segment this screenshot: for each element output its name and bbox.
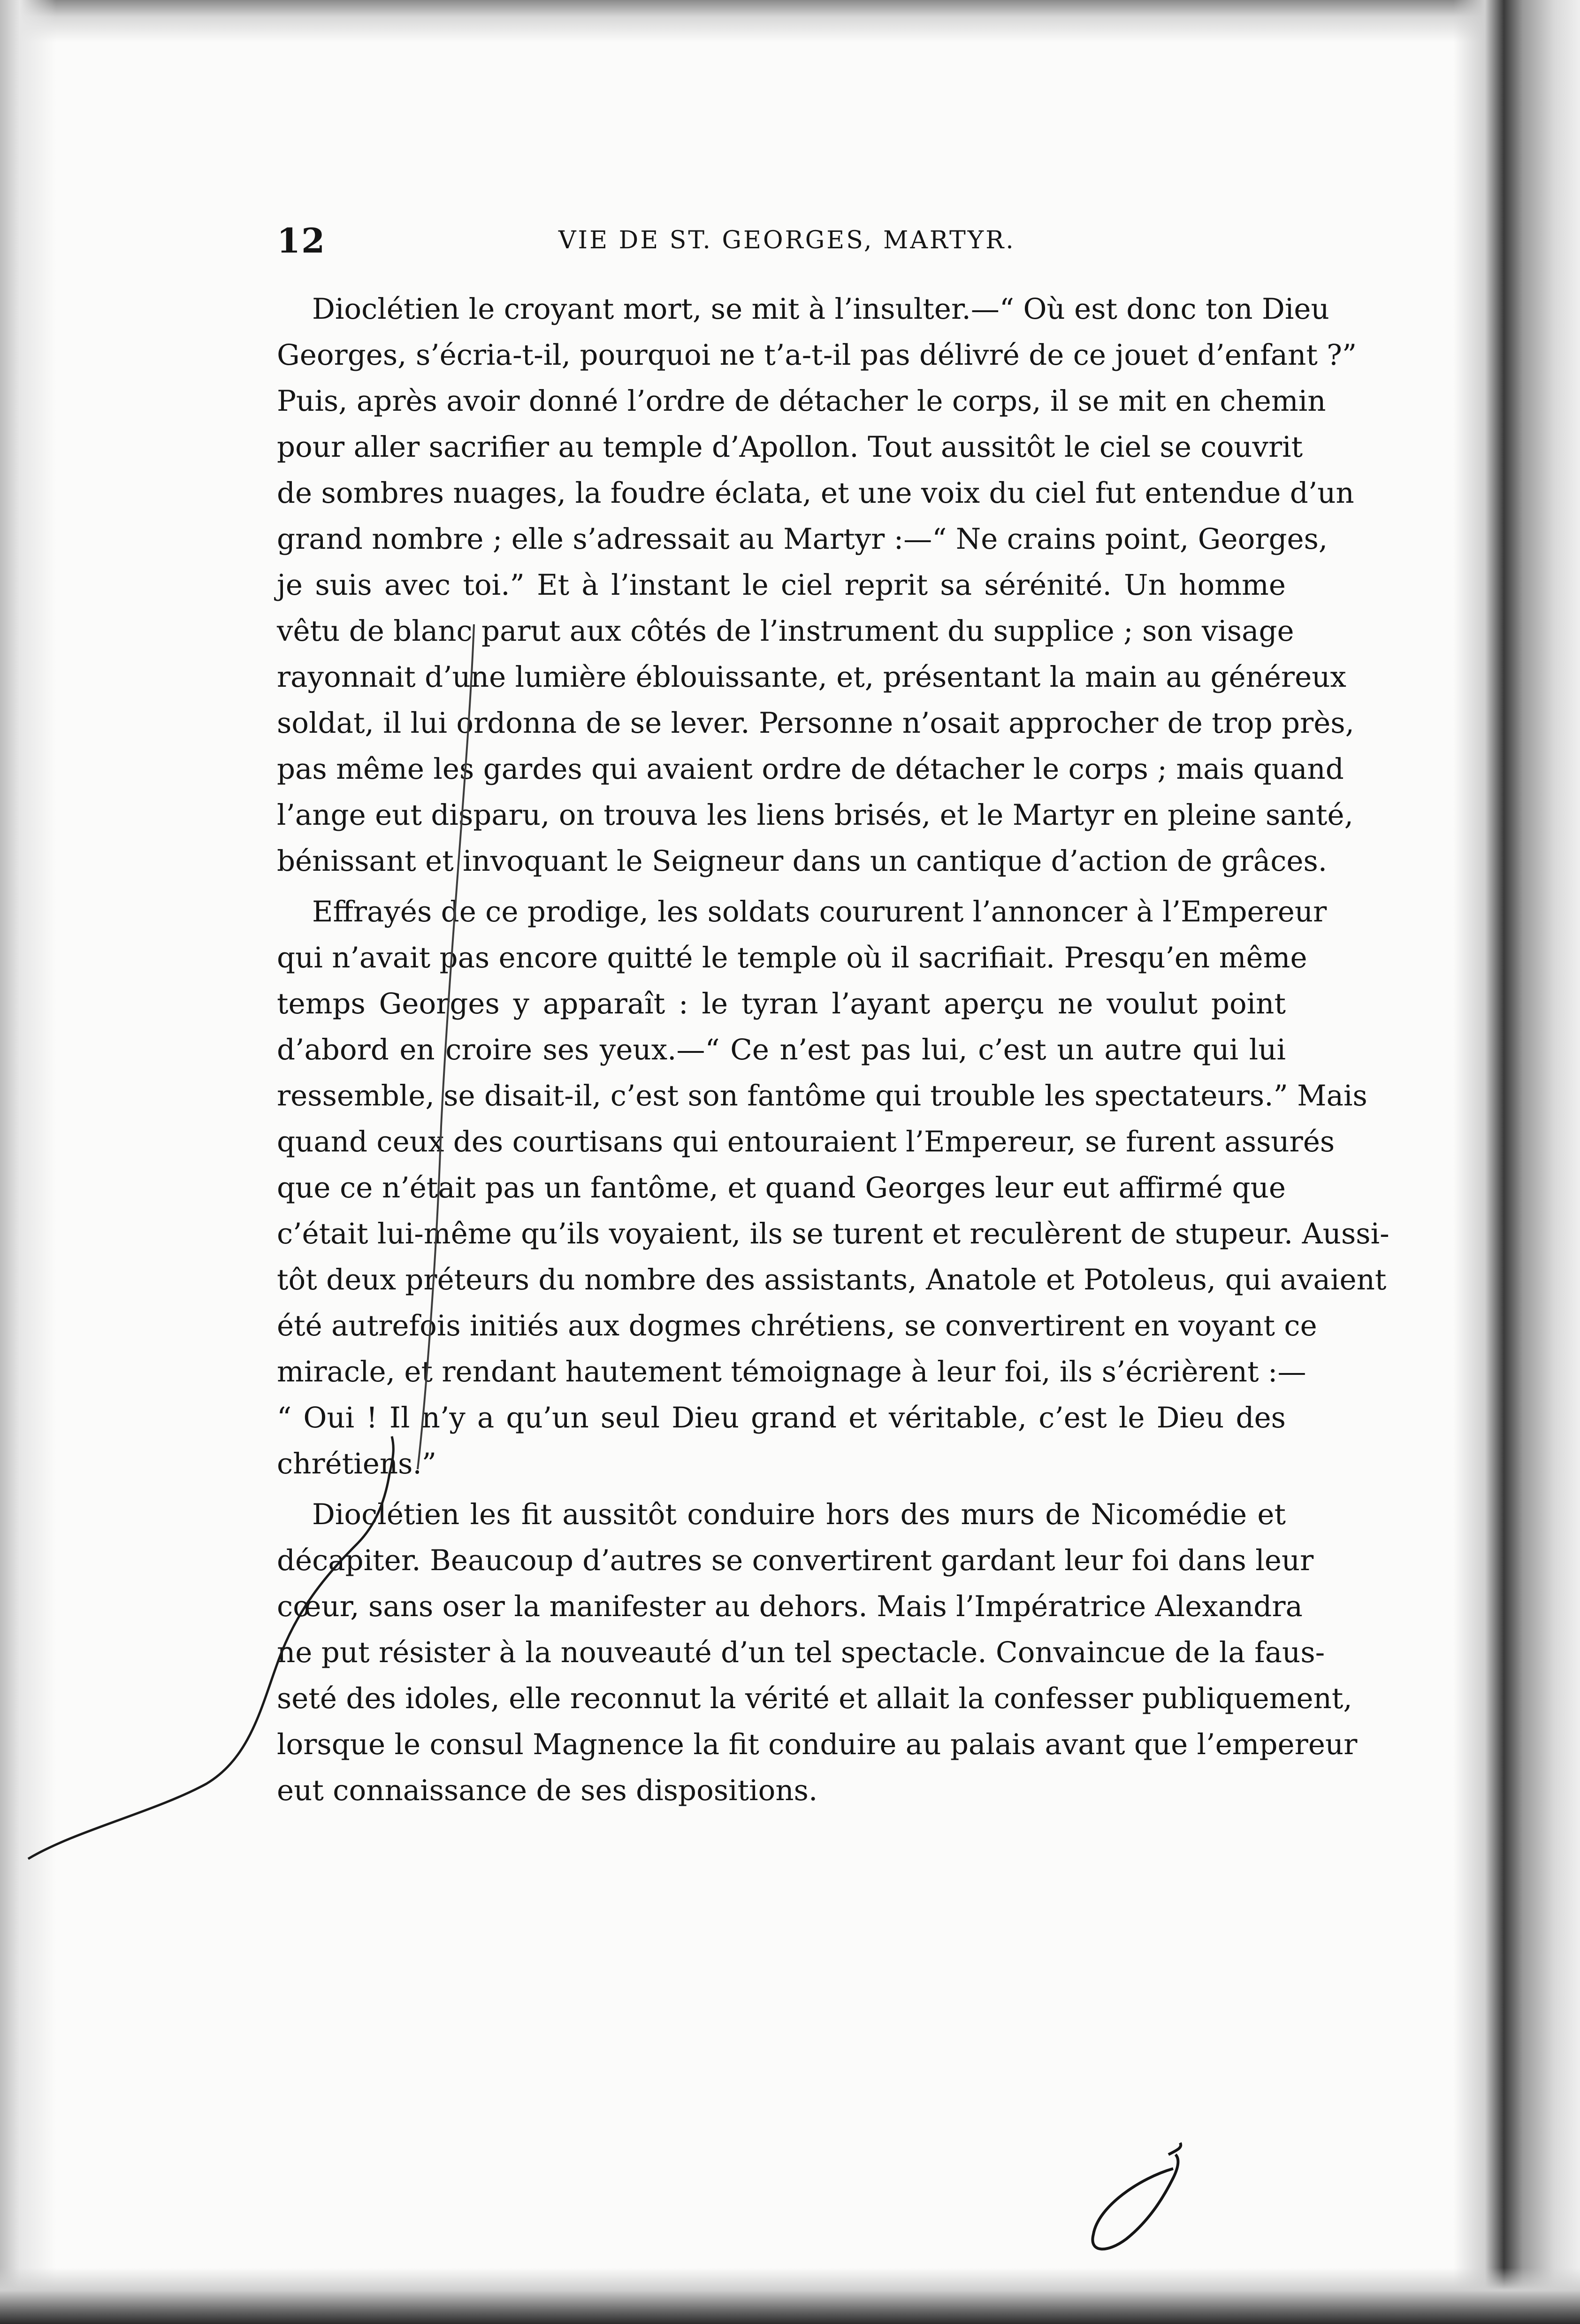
text-line: d’abord en croire ses yeux.—“ Ce n’est pas lui, c’est un autre qui lui — [277, 1033, 1286, 1066]
text-line: tôt deux préteurs du nombre des assistants, Anatole et Potoleus, qui avaient — [277, 1263, 1387, 1296]
scan-edge-top — [0, 0, 1580, 42]
text-line: cœur, sans oser la manifester au dehors. Mais l’Impératrice Alexandra — [277, 1590, 1303, 1623]
text-line: soldat, il lui ordonna de se lever. Personne n’osait approcher de trop près, — [277, 706, 1355, 740]
running-head — [277, 221, 1286, 263]
pen-loop-bottom — [1092, 2155, 1178, 2249]
scan-edge-right — [1453, 0, 1580, 2324]
text-line: temps Georges y apparaît : le tyran l’ayant aperçu ne voulut point — [277, 987, 1286, 1020]
text-line: Puis, après avoir donné l’ordre de détacher le corps, il se mit en chemin — [277, 384, 1326, 418]
text-line: décapiter. Beaucoup d’autres se convertirent gardant leur foi dans leur — [277, 1544, 1314, 1577]
text-line: rayonnait d’une lumière éblouissante, et, présentant la main au généreux — [277, 660, 1346, 694]
scan-edge-bottom — [0, 2268, 1580, 2324]
text-line: l’ange eut disparu, on trouva les liens brisés, et le Martyr en pleine santé, — [277, 798, 1353, 832]
text-line: de sombres nuages, la foudre éclata, et une voix du ciel fut entendue d’un — [277, 476, 1354, 510]
text-line: eut connaissance de ses dispositions. — [277, 1774, 818, 1807]
text-line: pour aller sacrifier au temple d’Apollon. Tout aussitôt le ciel se couvrit — [277, 430, 1303, 464]
text-line: Georges, s’écria-t-il, pourquoi ne t’a-t-il pas délivré de ce jouet d’enfant ?” — [277, 338, 1357, 372]
body-text — [277, 286, 1389, 1814]
text-line: quand ceux des courtisans qui entouraient l’Empereur, se furent assurés — [277, 1125, 1335, 1158]
text-line: lorsque le consul Magnence la fit conduire au palais avant que l’empereur — [277, 1728, 1358, 1761]
text-line: Dioclétien les fit aussitôt conduire hors des murs de Nicomédie et — [312, 1498, 1286, 1531]
page-number: 12 — [277, 221, 326, 261]
paragraph-gap — [277, 884, 1286, 889]
text-line: vêtu de blanc parut aux côtés de l’instrument du supplice ; son visage — [277, 614, 1294, 648]
text-line: miracle, et rendant hautement témoignage à leur foi, ils s’écrièrent :— — [277, 1355, 1306, 1388]
text-line: que ce n’était pas un fantôme, et quand Georges leur eut affirmé que — [277, 1171, 1286, 1204]
text-line: seté des idoles, elle reconnut la vérité et allait la confesser publiquement, — [277, 1682, 1352, 1715]
text-line: Effrayés de ce prodige, les soldats coururent l’annoncer à l’Empereur — [312, 895, 1327, 928]
text-line: qui n’avait pas encore quitté le temple où il sacrifiait. Presqu’en même — [277, 941, 1307, 974]
text-line: grand nombre ; elle s’adressait au Martyr :—“ Ne crains point, Georges, — [277, 522, 1328, 556]
running-title: VIE DE ST. GEORGES, MARTYR. — [558, 226, 1015, 254]
text-line: été autrefois initiés aux dogmes chrétiens, se convertirent en voyant ce — [277, 1309, 1317, 1342]
text-line: je suis avec toi.” Et à l’instant le ciel reprit sa sérénité. Un homme — [277, 568, 1286, 602]
text-line: c’était lui-même qu’ils voyaient, ils se turent et reculèrent de stupeur. Aussi- — [277, 1217, 1389, 1250]
text-line: bénissant et invoquant le Seigneur dans un cantique d’action de grâces. — [277, 844, 1328, 878]
scan-edge-left — [0, 0, 56, 2324]
pen-hook-bottom — [1168, 2143, 1181, 2155]
text-line: chrétiens.” — [277, 1447, 436, 1480]
text-line: Dioclétien le croyant mort, se mit à l’insulter.—“ Où est donc ton Dieu — [312, 292, 1329, 326]
text-line: “ Oui ! Il n’y a qu’un seul Dieu grand et véritable, c’est le Dieu des — [277, 1401, 1286, 1434]
text-line: pas même les gardes qui avaient ordre de détacher le corps ; mais quand — [277, 752, 1344, 786]
text-line: ressemble, se disait-il, c’est son fantôme qui trouble les spectateurs.” Mais — [277, 1079, 1367, 1112]
paragraph-gap — [277, 1487, 1286, 1492]
text-line: ne put résister à la nouveauté d’un tel spectacle. Convaincue de la faus- — [277, 1636, 1325, 1669]
